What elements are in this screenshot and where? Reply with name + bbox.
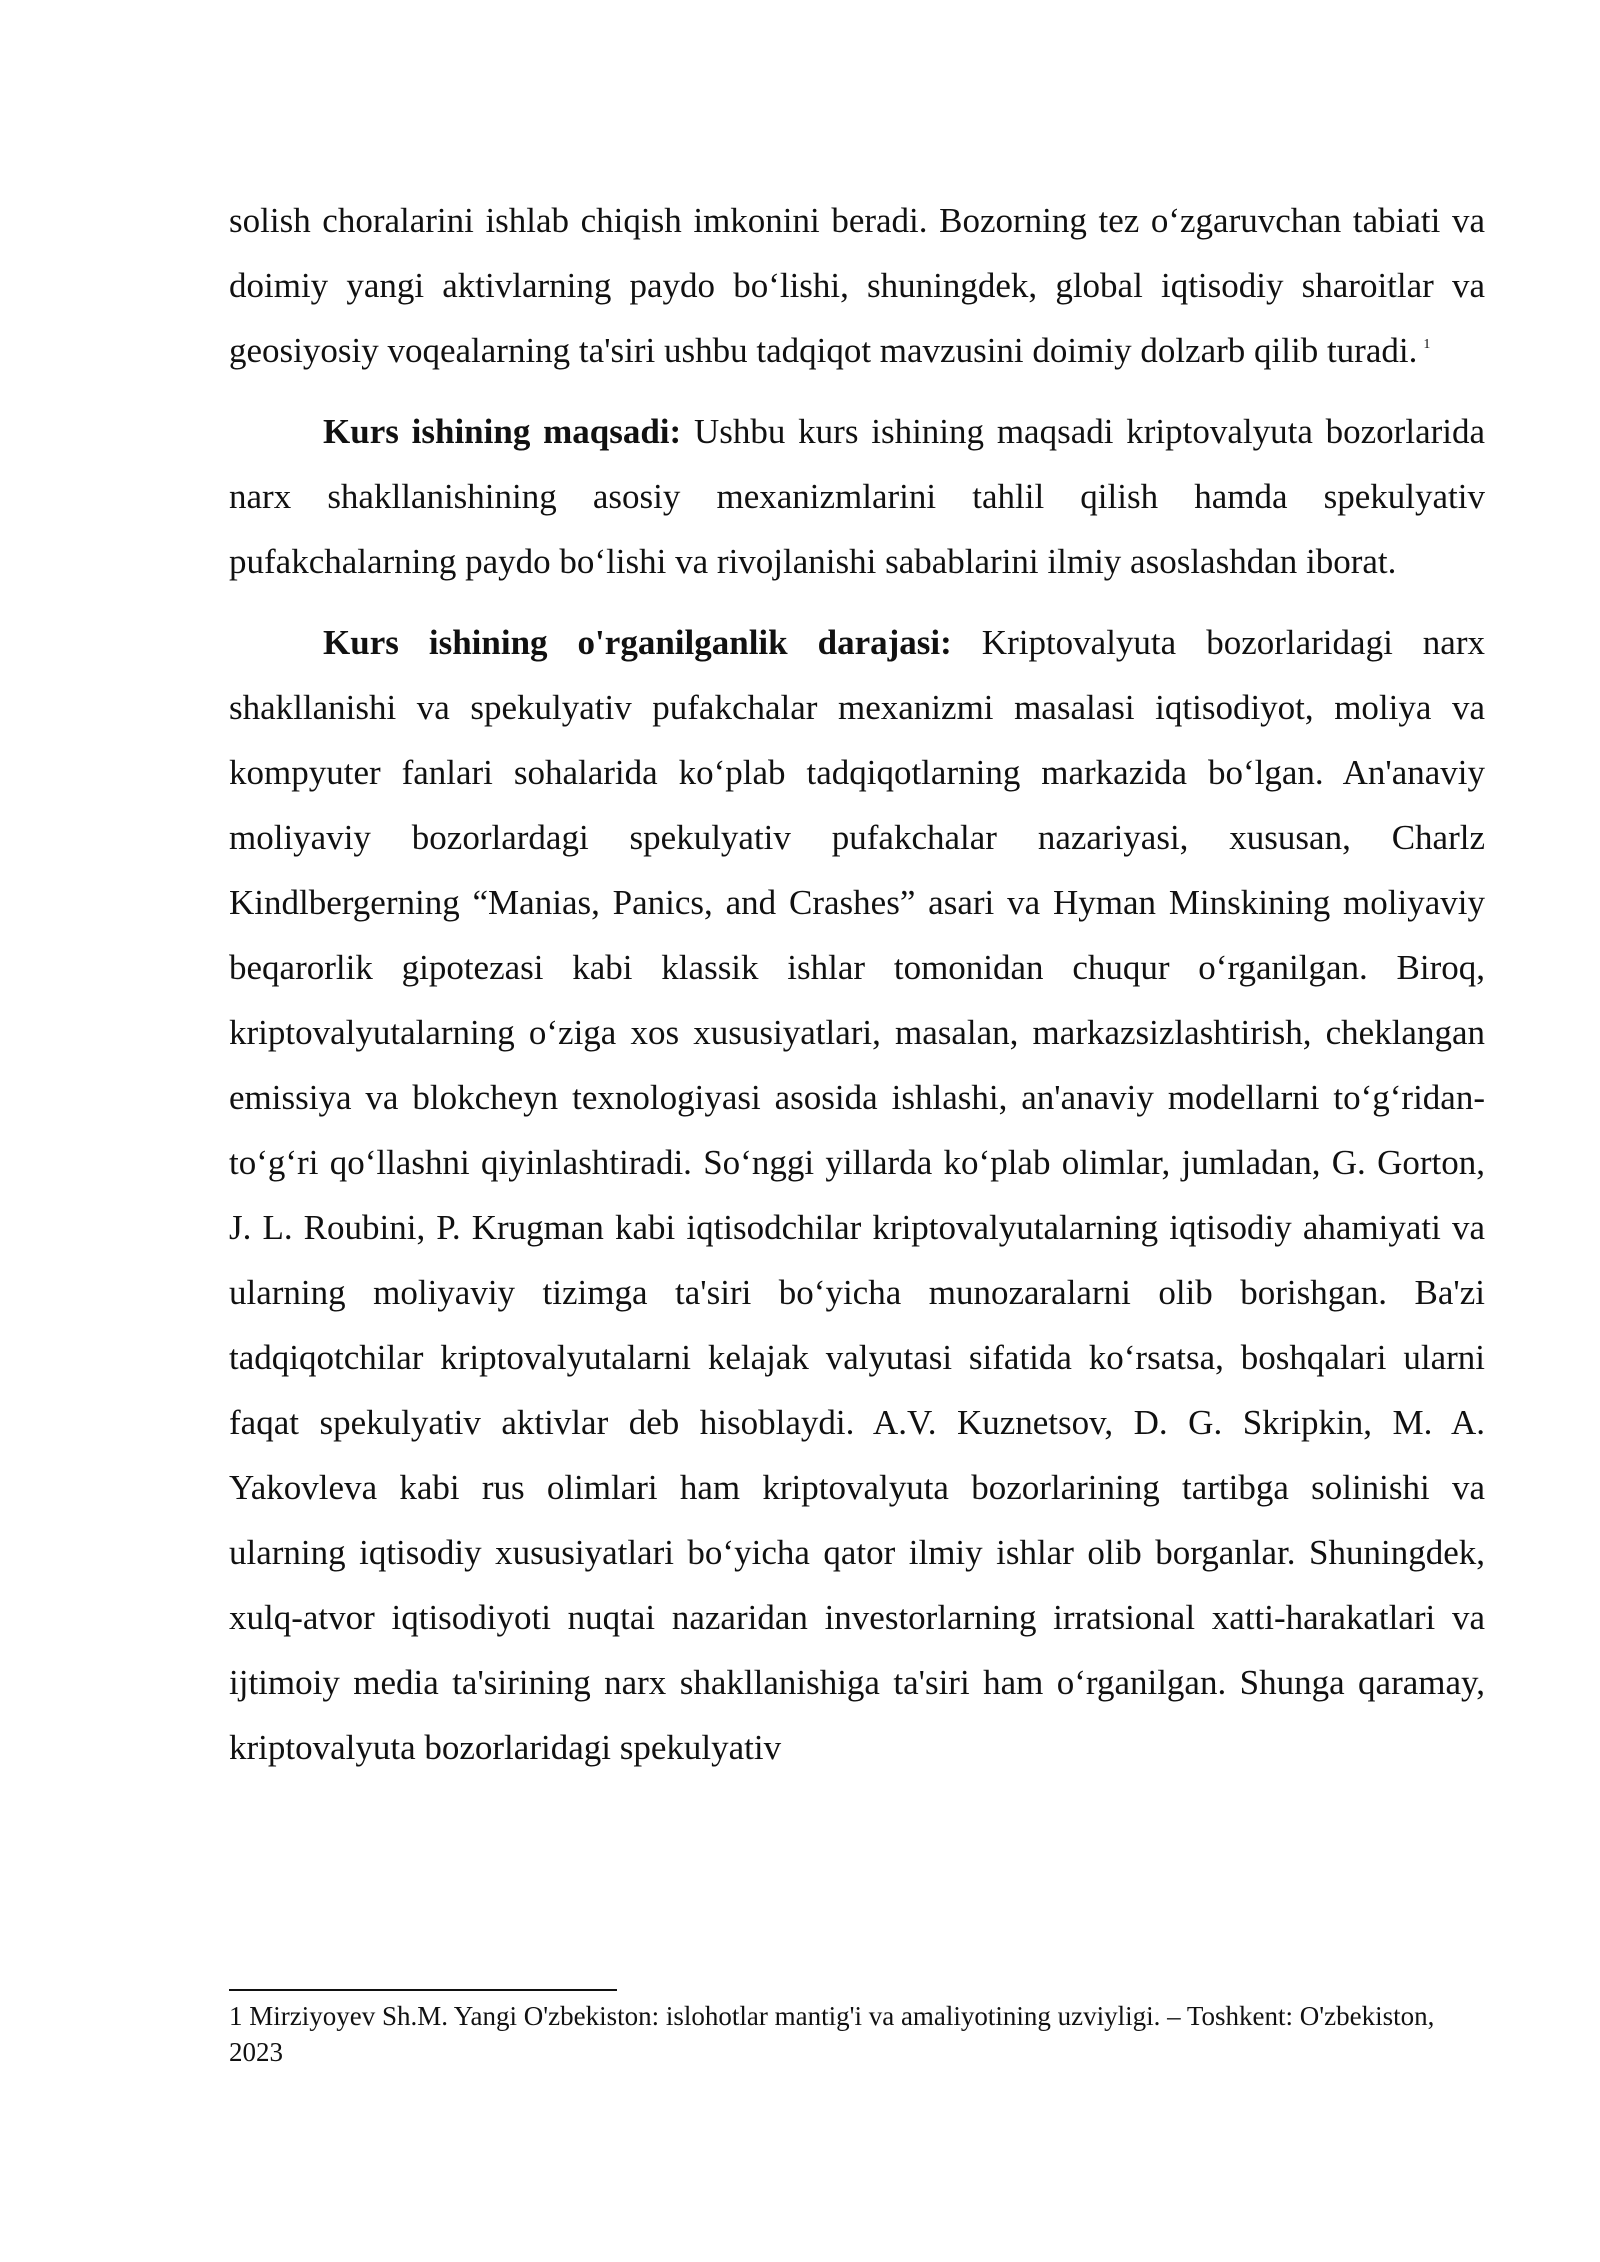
paragraph-lead-goal: Kurs ishining maqsadi:	[323, 412, 682, 451]
footnote-separator	[229, 1989, 617, 1991]
paragraph-goal	[229, 399, 1485, 594]
footnote	[229, 1998, 1485, 2070]
paragraph-text: Kriptovalyuta bozorlaridagi narx shakllanishi va spekulyativ pufakchalar mexanizmi masalasi iqtisodiyot, moliya va kompyuter fanlari sohalarida ko‘plab tadqiqotlarning markazida bo‘lgan. An'anaviy moliyaviy bozorlardagi spekulyativ pufakchalar nazariyasi, xususan, Charlz Kindlbergerning “Manias, Panics, and Crashes” asari va Hyman Minskining moliyaviy beqarorlik gipotezasi kabi klassik ishlar tomonidan chuqur o‘rganilgan. Biroq, kriptovalyutalarning o‘ziga xos xususiyatlari, masalan, markazsizlashtirish, cheklangan emissiya va blokcheyn texnologiyasi asosida ishlashi, an'anaviy modellarni to‘g‘ridan-to‘g‘ri qo‘llashni qiyinlashtiradi. So‘nggi yillarda ko‘plab olimlar, jumladan, G. Gorton, J. L. Roubini, P. Krugman kabi iqtisodchilar kriptovalyutalarning iqtisodiy ahamiyati va ularning moliyaviy tizimga ta'siri bo‘yicha munozaralarni olib borishgan. Ba'zi tadqiqotchilar kriptovalyutalarni kelajak valyutasi sifatida ko‘rsatsa, boshqalari ularni faqat spekulyativ aktivlar deb hisoblaydi. A.V. Kuznetsov, D. G. Skripkin, M. A. Yakovleva kabi rus olimlari ham kriptovalyuta bozorlarining tartibga solinishi va ularning iqtisodiy xususiyatlari bo‘yicha qator ilmiy ishlar olib borganlar. Shuningdek, xulq-atvor iqtisodiyoti nuqtai nazaridan investorlarning irratsional xatti-harakatlari va ijtimoiy media ta'sirining narx shakllanishiga ta'siri ham o‘rganilgan. Shunga qaramay, kriptovalyuta bozorlaridagi spekulyativ	[229, 623, 1485, 1767]
footnote-reference[interactable]: 1	[1423, 337, 1431, 352]
paragraph-intro-continuation	[229, 188, 1485, 383]
paragraph-text: solish choralarini ishlab chiqish imkonini beradi. Bozorning tez o‘zgaruvchan tabiati va doimiy yangi aktivlarning paydo bo‘lishi, shuningdek, global iqtisodiy sharoitlar va geosiyosiy voqealarning ta'siri ushbu tadqiqot mavzusini doimiy dolzarb qilib turadi.	[229, 201, 1485, 370]
paragraph-study-level	[229, 610, 1485, 1780]
page-body	[229, 188, 1485, 1780]
paragraph-text: Ushbu kurs ishining maqsadi kriptovalyuta bozorlarida narx shakllanishining asosiy mexanizmlarini tahlil qilish hamda spekulyativ pufakchalarning paydo bo‘lishi va rivojlanishi sabablarini ilmiy asoslashdan iborat.	[229, 412, 1486, 581]
paragraph-lead-study-level: Kurs ishining o'rganilganlik darajasi:	[323, 623, 952, 662]
footnote-number: 1	[229, 2001, 243, 2031]
footnote-text: Mirziyoyev Sh.M. Yangi O'zbekiston: islohotlar mantig'i va amaliyotining uzviyligi. – Toshkent: O'zbekiston, 2023	[229, 2001, 1435, 2067]
